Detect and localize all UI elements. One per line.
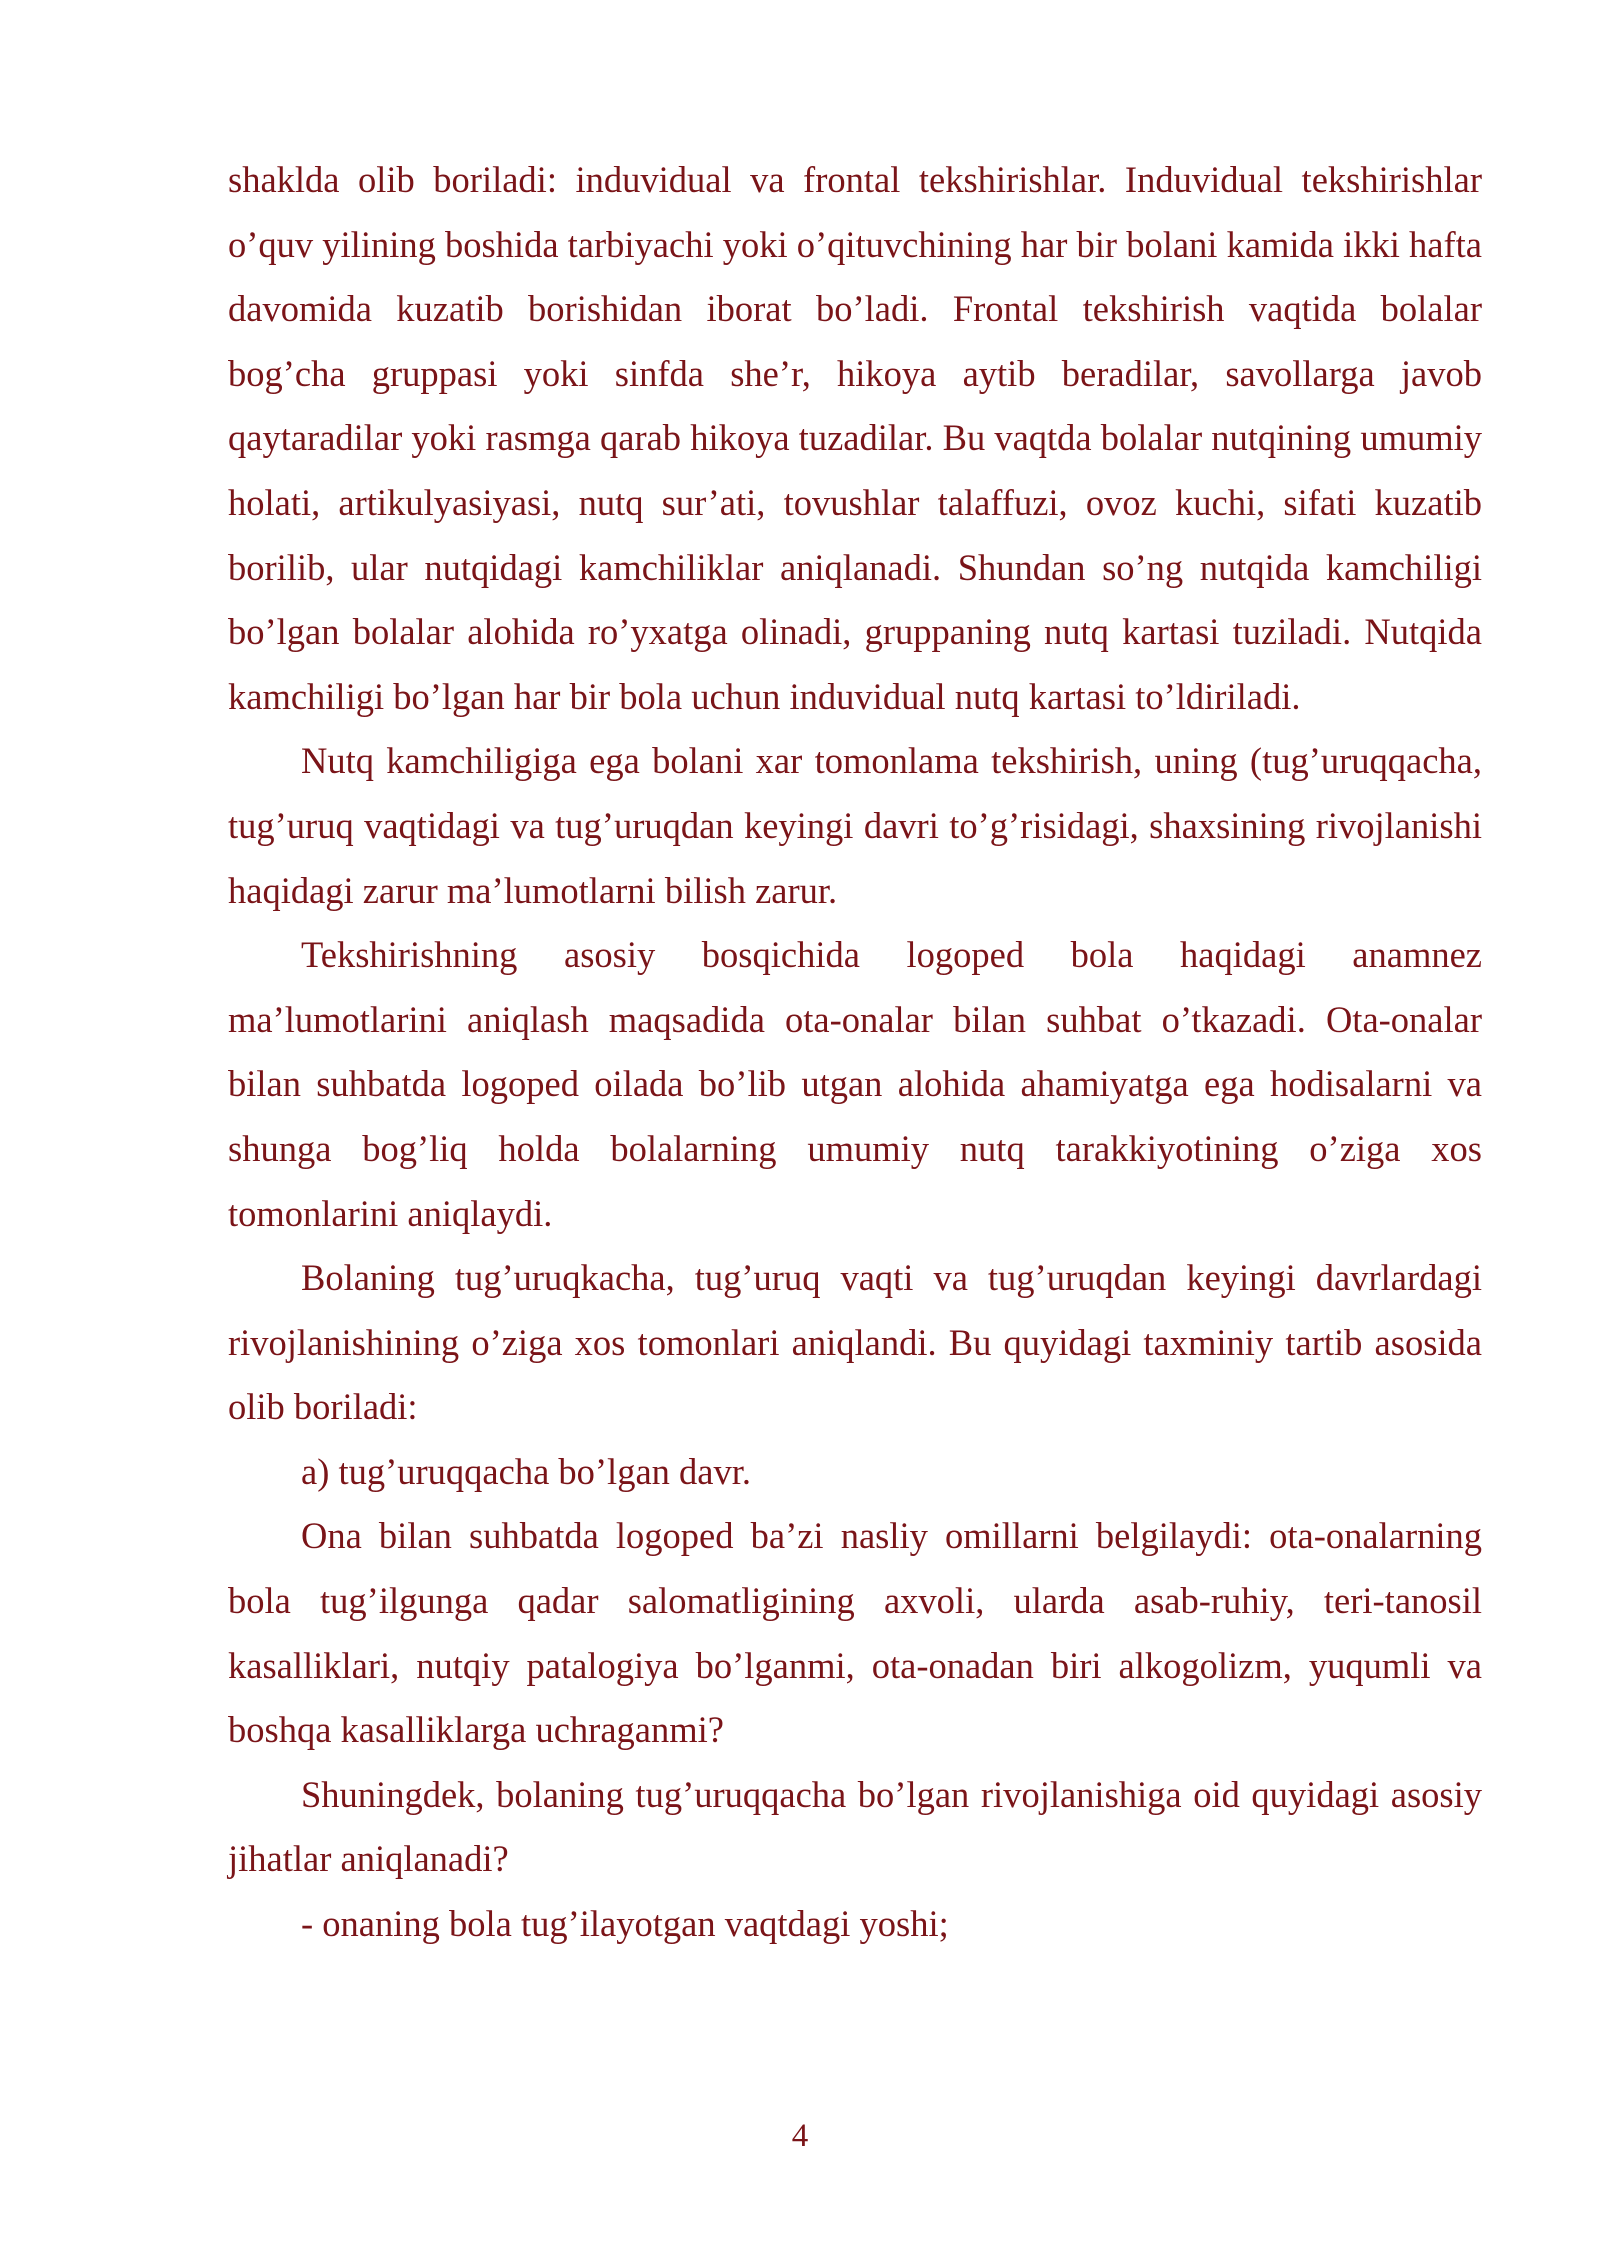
body-text bbox=[228, 148, 1482, 1957]
list-item-mother-age: - onaning bola tug’ilayotgan vaqtdagi yoshi; bbox=[301, 1903, 949, 1945]
page-number: 4 bbox=[791, 2118, 809, 2154]
paragraph-development-periods: Bolaning tug’uruqkacha, tug’uruq vaqti va tug’uruqdan keyingi davrlardagi rivojlanishining o’ziga xos tomonlari aniqlandi. Bu quyidagi taxminiy tartib asosida olib boriladi: bbox=[228, 1257, 1482, 1428]
paragraph-comprehensive-examination: Nutq kamchiligiga ega bolani xar tomonlama tekshirish, uning (tug’uruqqacha, tug’uruq vaqtidagi va tug’uruqdan keyingi davri to’g’risidagi, shaxsining rivojlanishi haqidagi zarur ma’lumotlarni bilish zarur. bbox=[228, 740, 1482, 911]
list-item-prenatal-period: a) tug’uruqqacha bo’lgan davr. bbox=[301, 1450, 751, 1492]
paragraph-hereditary-factors: Ona bilan suhbatda logoped ba’zi nasliy omillarni belgilaydi: ota-onalarning bola tug’ilgunga qadar salomatligining axvoli, ularda asab-ruhiy, teri-tanosil kasalliklari, nutqiy patalogiya bo’lganmi, ota-onadan biri alkogolizm, yuqumli va boshqa kasalliklarga uchraganmi? bbox=[228, 1515, 1482, 1751]
paragraph-continuation: shaklda olib boriladi: induvidual va frontal tekshirishlar. Induvidual tekshirishlar o’quv yilining boshida tarbiyachi yoki o’qituvchining har bir bolani kamida ikki hafta davomida kuzatib borishidan iborat bo’ladi. Frontal tekshirish vaqtida bolalar bog’cha gruppasi yoki sinfda she’r, hikoya aytib beradilar, savollarga javob qaytaradilar yoki rasmga qarab hikoya tuzadilar. Bu vaqtda bolalar nutqining umumiy holati, artikulyasiyasi, nutq sur’ati, tovushlar talaffuzi, ovoz kuchi, sifati kuzatib borilib, ular nutqidagi kamchiliklar aniqlanadi. Shundan so’ng nutqida kamchiligi bo’lgan bolalar alohida ro’yxatga olinadi, gruppaning nutq kartasi tuziladi. Nutqida kamchiligi bo’lgan har bir bola uchun induvidual nutq kartasi to’ldiriladi. bbox=[228, 159, 1482, 717]
paragraph-prenatal-aspects: Shuningdek, bolaning tug’uruqqacha bo’lgan rivojlanishiga oid quyidagi asosiy jihatlar aniqlanadi? bbox=[228, 1773, 1482, 1880]
paragraph-anamnesis: Tekshirishning asosiy bosqichida logoped bola haqidagi anamnez ma’lumotlarini aniqlash maqsadida ota-onalar bilan suhbat o’tkazadi. Ota-onalar bilan suhbatda logoped oilada bo’lib utgan alohida ahamiyatga ega hodisalarni va shunga bog’liq holda bolalarning umumiy nutq tarakkiyotining o’ziga xos tomonlarini aniqlaydi. bbox=[228, 934, 1482, 1234]
